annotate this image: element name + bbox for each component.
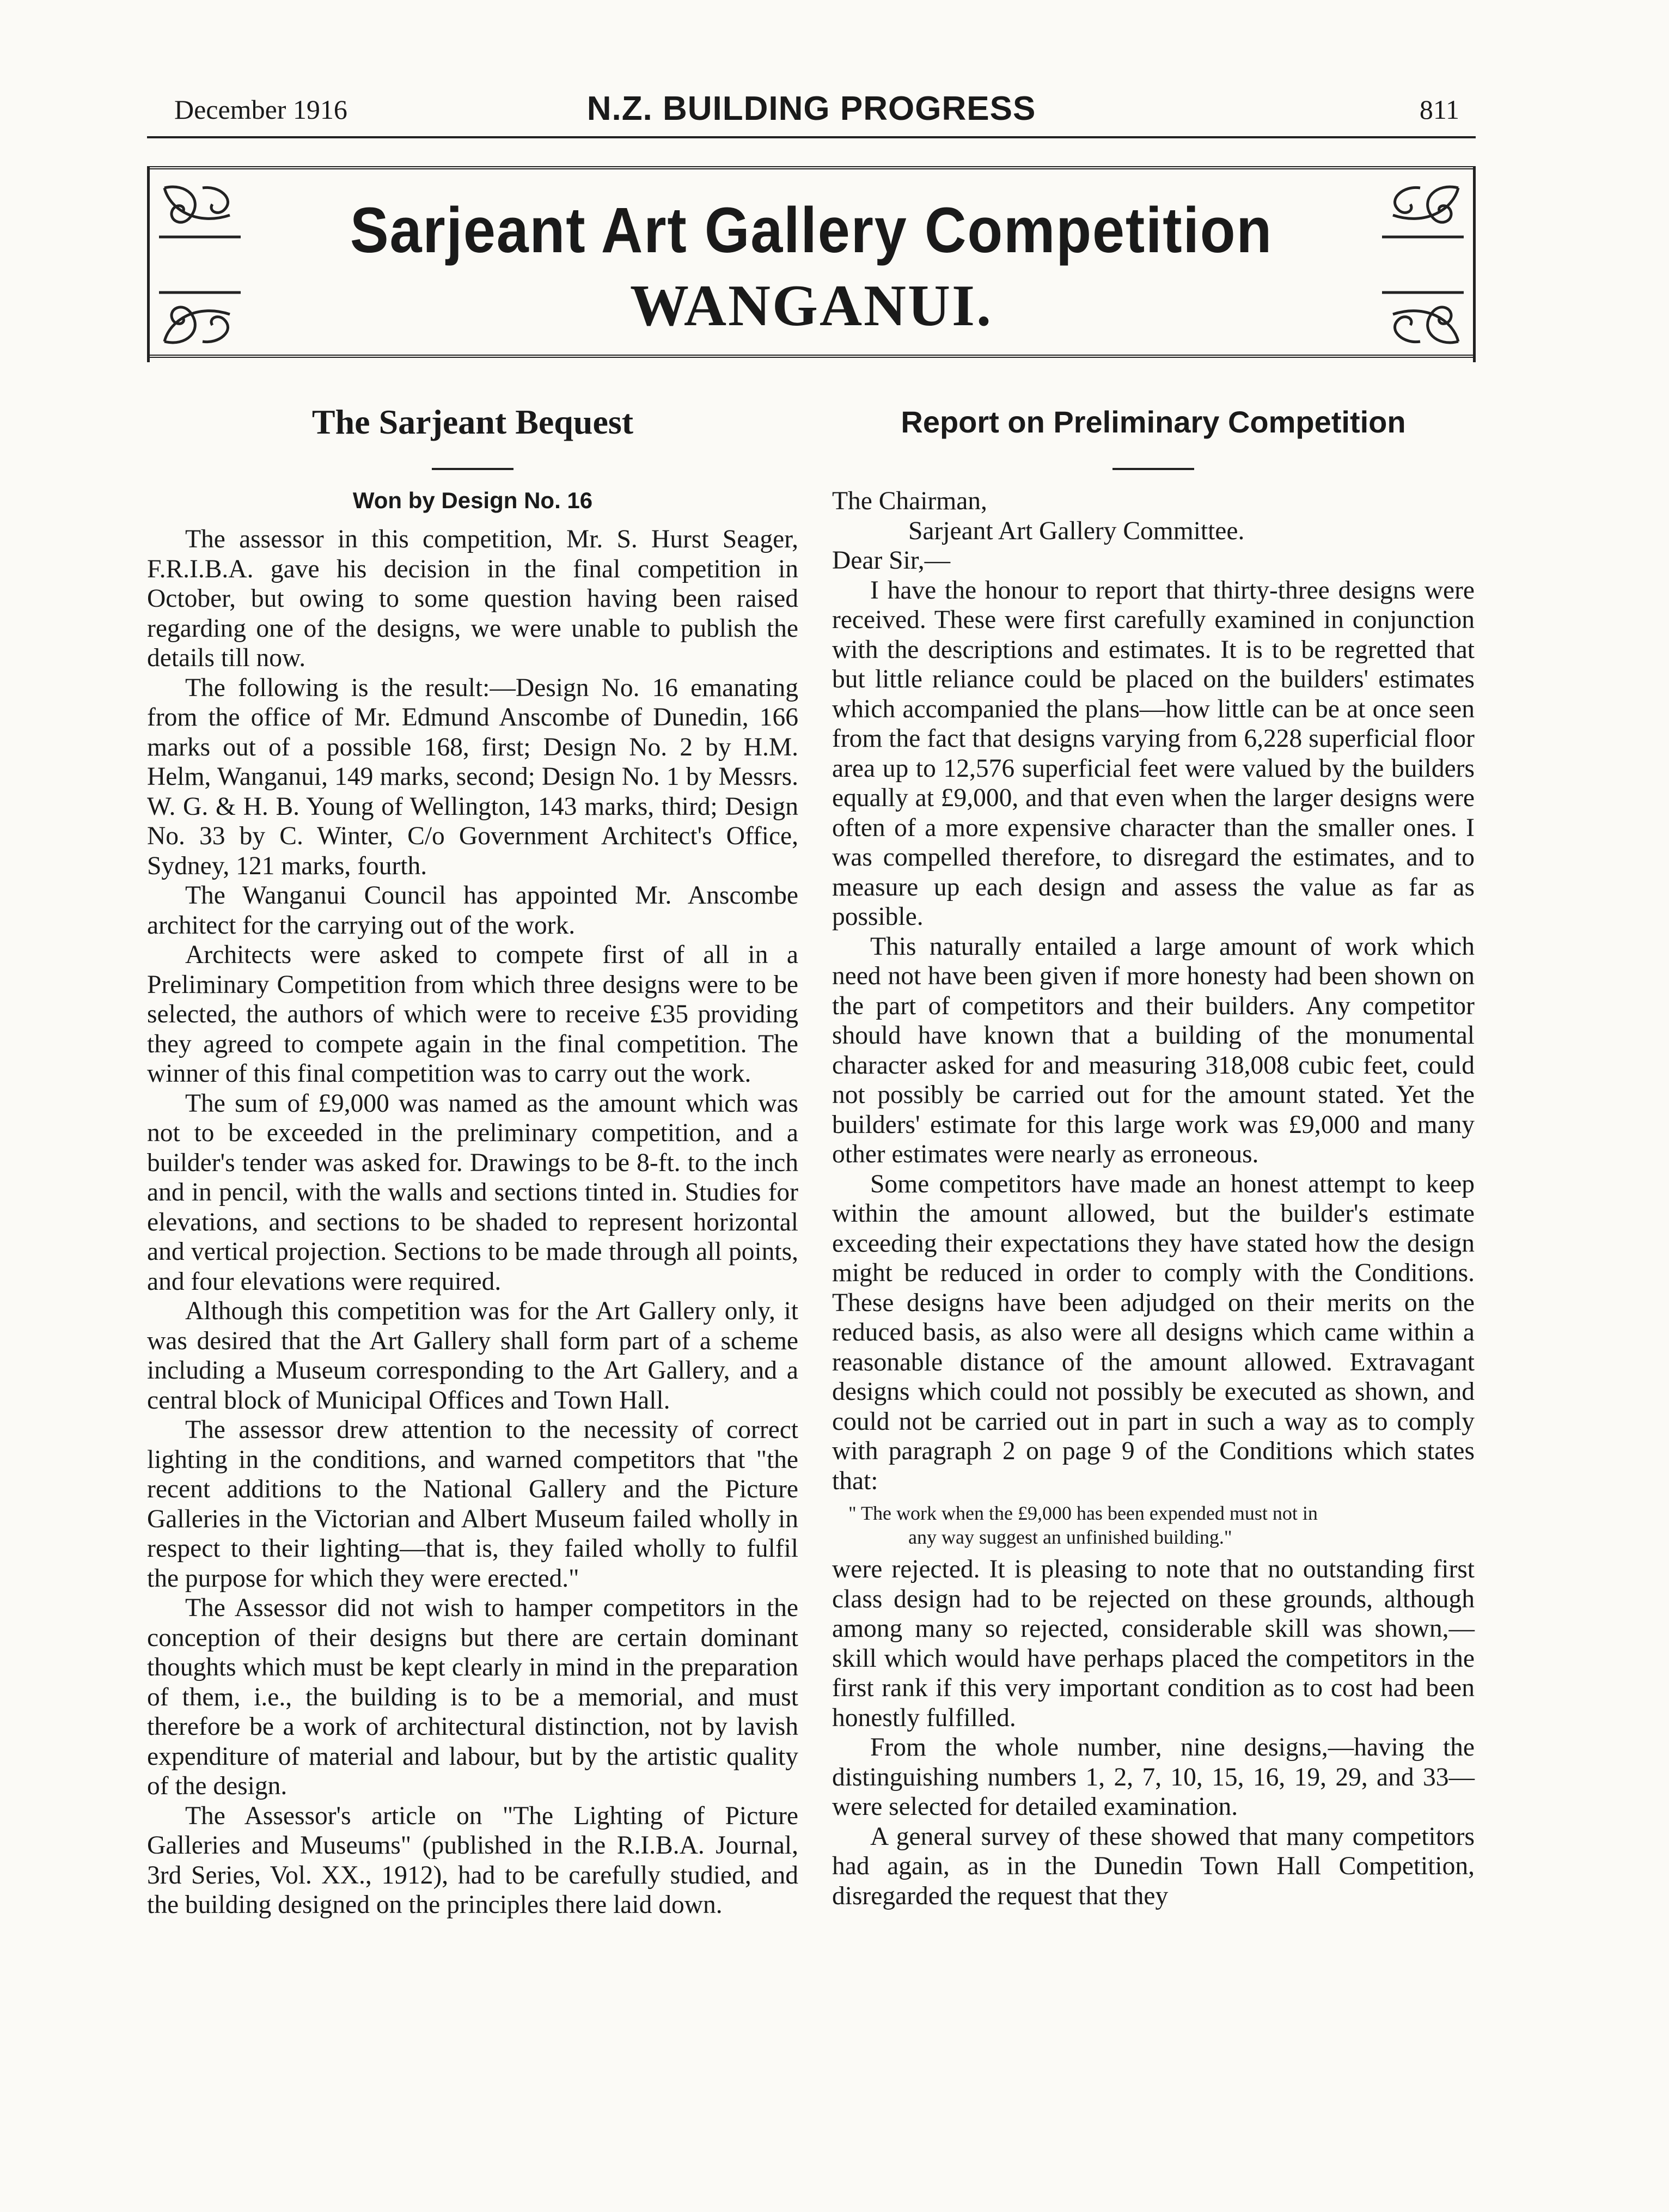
heading-rule: [432, 468, 513, 470]
paragraph: Although this competition was for the Art Gallery only, it was desired that the Art Gallery shall form part of a scheme including a Museum corresponding to the Art Gallery, and a central block of Municipal Offices and Town Hall.: [147, 1297, 798, 1415]
article-banner: [147, 161, 1476, 368]
paragraph: A general survey of these showed that many competitors had again, as in the Dunedin Town Hall Competition, disregarded the request that they: [832, 1822, 1475, 1910]
article-subtitle: WANGANUI.: [629, 273, 993, 338]
paragraph: The Wanganui Council has appointed Mr. Anscombe architect for the carrying out of the work.: [147, 881, 798, 940]
salutation: The Chairman,: [832, 487, 987, 515]
paragraph: I have the honour to report that thirty-three designs were received. These were first carefully examined in conjunction with the descriptions and estimates. It is to be regretted that but little reliance could be placed on the builders' estimates which accompanied the plans—how little can be at once seen from the fact that designs varying from 6,228 superficial floor area up to 12,576 superficial feet were valued by the builders equally at £9,000, and that even when the larger designs were often of a more expensive character than the smaller ones. I was compelled therefore, to disregard the estimates, and to measure up each design and assess the value as far as possible.: [832, 576, 1475, 931]
section-subheading: Won by Design No. 16: [352, 488, 593, 513]
paragraph: The assessor drew attention to the necessity of correct lighting in the conditions, and warned competitors that "the recent additions to the National Gallery and the Picture Galleries in the Victorian and Albert Museum failed wholly in respect to their lighting—that is, they failed wholly to fulfil the purpose for which they were erected.": [147, 1416, 798, 1593]
section-heading: The Sarjeant Bequest: [311, 403, 634, 441]
paragraph: The Assessor's article on "The Lighting of Picture Galleries and Museums" (published in the R.I.B.A. Journal, 3rd Series, Vol. XX., 1912), had to be carefully studied, and the building designed on the principles there laid down.: [147, 1801, 798, 1919]
paragraph: were rejected. It is pleasing to note that no outstanding first class design had to be rejected on these grounds, although among many so rejected, considerable skill was shown,—skill which would have perhaps placed the competitors in the first rank if this very important condition as to cost had been honestly fulfilled.: [832, 1555, 1475, 1732]
quote-line: " The work when the £9,000 has been expended must not in: [848, 1502, 1318, 1524]
quote-line: any way suggest an unfinished building.": [908, 1526, 1232, 1548]
page-number: 811: [1419, 94, 1459, 125]
paragraph: Some competitors have made an honest attempt to keep within the amount allowed, but the builder's estimate exceeding their expectations they have stated how the design might be reduced in order to comply with the Conditions. These designs have been adjudged on their merits on the reduced basis, as also were all designs which came within a reasonable distance of the amount allowed. Extravagant designs which could not possibly be executed as shown, and could not be carried out in part in such a way as to comply with paragraph 2 on page 9 of the Conditions which states that:: [832, 1169, 1475, 1495]
left-column: [147, 400, 798, 1920]
paragraph: The sum of £9,000 was named as the amount which was not to be exceeded in the preliminary competition, and a builder's tender was asked for. Drawings to be 8-ft. to the inch and in pencil, with the walls and sections tinted in. Studies for elevations, and sections to be shaded to represent horizontal and vertical projection. Sections to be made through all points, and four elevations were required.: [147, 1089, 798, 1296]
heading-rule: [1112, 468, 1194, 470]
block-quote: [832, 1501, 1475, 1549]
banner-rule-top: [147, 166, 1476, 174]
paragraph: The Assessor did not wish to hamper competitors in the conception of their designs but there are certain dominant thoughts which must be kept clearly in mind in the preparation of them, i.e., the building is to be a memorial, and must therefore be a work of architectural distinction, not by lavish expenditure of material and labour, but by the artistic quality of the design.: [147, 1594, 798, 1800]
issue-date: December 1916: [174, 94, 347, 125]
paragraph: The assessor in this competition, Mr. S. Hurst Seager, F.R.I.B.A. gave his decision in the final competition in October, but owing to some question having been raised regarding one of the designs, we were unable to publish the details till now.: [147, 525, 798, 672]
banner-rule-bottom: [147, 355, 1476, 362]
paragraph: The following is the result:—Design No. 16 emanating from the office of Mr. Edmund Anscombe of Dunedin, 166 marks out of a possible 168, first; Design No. 2 by H.M. Helm, Wanganui, 149 marks, second; Design No. 1 by Messrs. W. G. & H. B. Young of Wellington, 143 marks, third; Design No. 33 by C. Winter, C/o Government Architect's Office, Sydney, 121 marks, fourth.: [147, 673, 798, 880]
publication-title: N.Z. BUILDING PROGRESS: [586, 90, 1036, 127]
article-title: Sarjeant Art Gallery Competition: [350, 194, 1273, 266]
right-column: [832, 400, 1475, 1911]
salutation: Dear Sir,—: [832, 546, 951, 575]
paragraph: From the whole number, nine designs,—having the distinguishing numbers 1, 2, 7, 10, 15, 16, 19, 29, and 33—were selected for detailed examination.: [832, 1733, 1475, 1821]
paragraph: This naturally entailed a large amount of work which need not have been given if more honesty had been shown on the part of competitors and their builders. Any competitor should have known that a building of the monumental character asked for and measuring 318,008 cubic feet, could not possibly be carried out for the amount stated. Yet the builders' estimate for this large work was £9,000 and many other estimates were nearly as erroneous.: [832, 932, 1475, 1168]
section-heading: Report on Preliminary Competition: [901, 405, 1406, 439]
paragraph: Architects were asked to compete first of all in a Preliminary Competition from which three designs were to be selected, the authors of which were to receive £35 providing they agreed to compete again in the final competition. The winner of this final competition was to carry out the work.: [147, 941, 798, 1088]
running-head: [147, 82, 1476, 138]
salutation: Sarjeant Art Gallery Committee.: [908, 516, 1245, 545]
